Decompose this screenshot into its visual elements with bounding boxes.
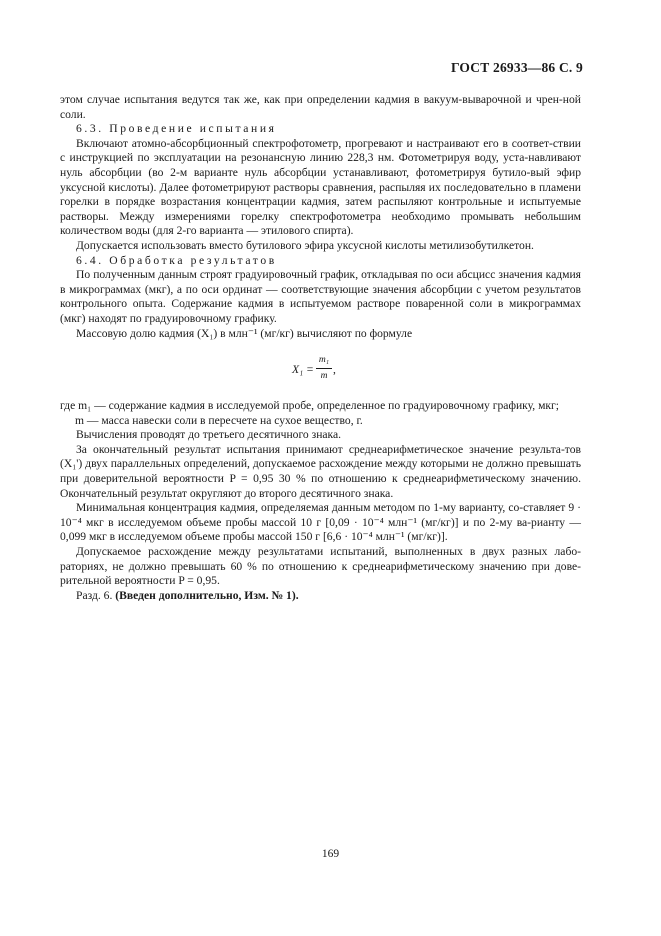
amendment-prefix: Разд. 6.: [76, 588, 113, 602]
paragraph-procedure: Включают атомно-абсорбционный спектрофотометр, прогревают и настраивают его в соответ-ствии с инструкцией по эксплуатации на резонансную линию 228,3 нм. Фотометрируя воду, уста-навливают нуль абсорбции (во 2-м варианте нуль абсорбции устанавливают, фотометрируя бутило-вый эфир уксусной кислоты). Далее фотометрируют растворы сравнения, распыляя их последовательно в пламени горелки в порядке возрастания концентрации кадмия, затем распыляют контрольные и испытуемые растворы. Между измерениями горелку спектрофотометра необходимо промывать небольшим количеством воды (для 2-го варианта — этилового спирта).: [60, 136, 581, 238]
section-heading-6-3: 6.3. Проведение испытания: [76, 122, 277, 136]
document-body: [60, 93, 581, 603]
amendment-text: (Введен дополнительно, Изм. № 1).: [115, 588, 299, 602]
paragraph-where-m: m — масса навески соли в пересчете на сухое вещество, г.: [75, 413, 363, 427]
paragraph-amendment-note: [60, 589, 581, 604]
formula: [60, 341, 581, 399]
page-number: 169: [321, 848, 340, 860]
section-heading-6-4: 6.4. Обработка результатов: [76, 253, 277, 267]
paragraph-calibration: По полученным данным строят градуировочный график, откладывая по оси абсцисс значения кадмия в микрограммах (мкг), а по оси ординат — соответствующие значения абсорбции с учетом результатов контрольного опыта. Содержание кадмия в испытуемом растворе поваренной соли в микрограммах (мкг) находят по градуировочному графику.: [60, 268, 581, 325]
document-header: ГОСТ 26933—86 С. 9: [450, 60, 583, 75]
paragraph-continuation: этом случае испытания ведутся так же, как при определении кадмия в вакуум-выварочной и чрен-ной соли.: [60, 93, 581, 121]
formula-numerator: m₁: [318, 355, 330, 366]
formula-denominator: m: [320, 371, 328, 382]
formula-lhs: X₁ =: [292, 363, 314, 377]
paragraph-formula-intro: Массовую долю кадмия (X₁) в млн⁻¹ (мг/кг) вычисляют по формуле: [76, 326, 413, 340]
fraction-bar: [316, 368, 332, 369]
paragraph-alternative-solvent: Допускается использовать вместо бутилового эфира уксусной кислоты метилизобутилкетон.: [76, 238, 534, 252]
paragraph-lab-discrepancy: Допускаемое расхождение между результатами испытаний, выполненных в двух разных лабо-раториях, не должно превышать 60 % по отношению к среднеарифметическому значению при дове-рительной вероятности P = 0,95.: [60, 545, 581, 588]
paragraph-where-m1: где m₁ — содержание кадмия в исследуемой пробе, определенное по градуировочному графику, мкг;: [60, 399, 560, 413]
paragraph-precision: Вычисления проводят до третьего десятичного знака.: [76, 428, 342, 442]
formula-comma: ,: [333, 363, 336, 377]
formula-fraction: [316, 355, 332, 382]
paragraph-min-concentration: Минимальная концентрация кадмия, определяемая данным методом по 1-му варианту, со-ставляет 9 · 10⁻⁴ мкг в исследуемом объеме пробы массой 10 г [0,09 · 10⁻⁴ млн⁻¹ (мг/кг)] и по 2-му ва-рианту — 0,099 мкг в исследуемом объеме пробы массой 150 г [6,6 · 10⁻⁴ млн⁻¹ (мг/кг)].: [60, 501, 581, 544]
paragraph-final-result: За окончательный результат испытания принимают среднеарифметическое значение результа-тов (X₁') двух параллельных определений, допускаемое расхождение между которыми не должно превышать при доверительной вероятности P = 0,95 30 % по отношению к среднеарифметическому значению. Окончательный результат округляют до второго десятичного знака.: [60, 442, 581, 500]
